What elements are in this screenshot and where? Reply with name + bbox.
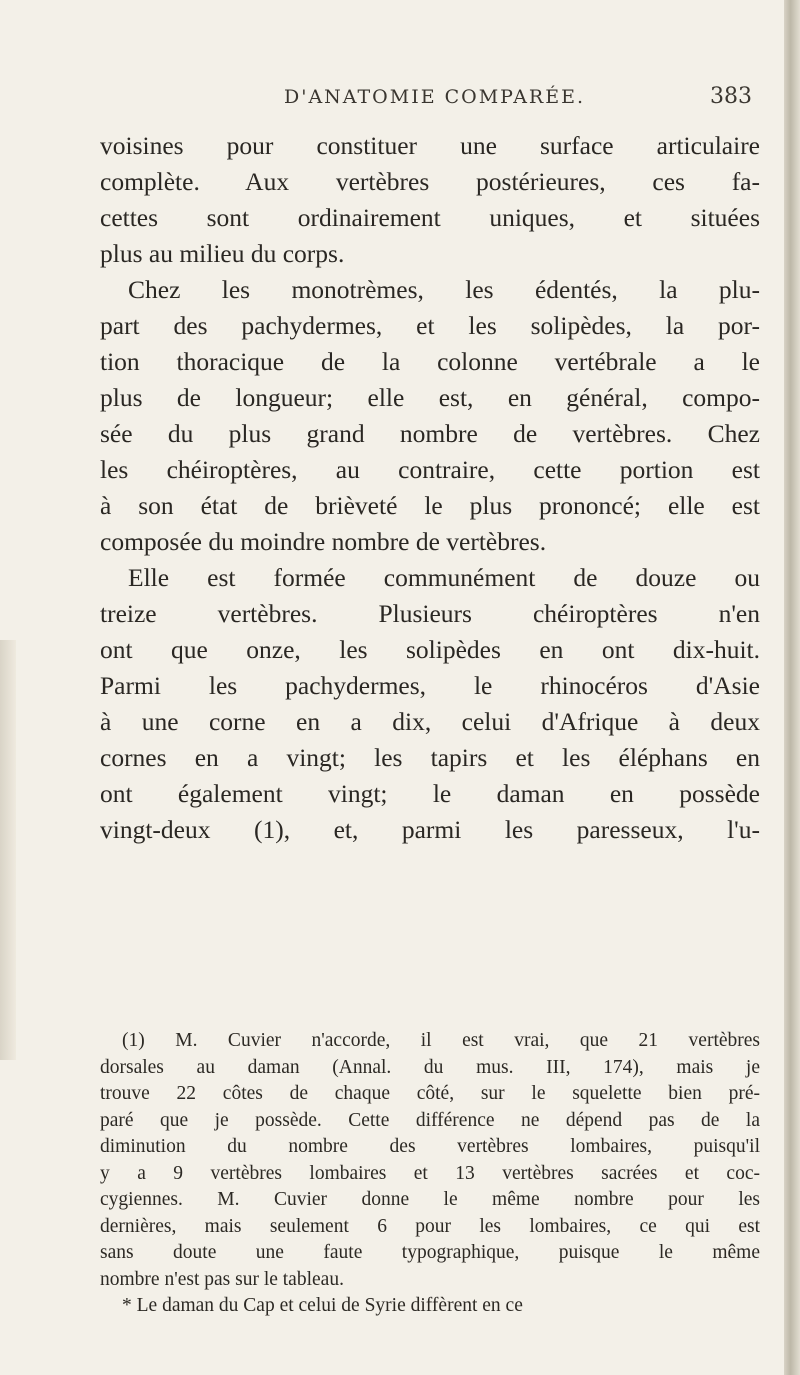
footnote-line: (1) M. Cuvier n'accorde, il est vrai, que 21 vertèbres	[122, 1030, 760, 1051]
text-line: treize vertèbres. Plusieurs chéiroptères n'en	[100, 599, 760, 628]
footnote-line: nombre n'est pas sur le tableau.	[100, 1268, 344, 1290]
footnote-line: dernières, mais seulement 6 pour les lombaires, ce qui est	[100, 1215, 760, 1237]
page-gutter-shadow	[0, 640, 16, 1060]
text-line: plus au milieu du corps.	[100, 239, 345, 268]
running-head: D'ANATOMIE COMPARÉE.	[284, 86, 586, 108]
footnote-line: dorsales au daman (Annal. du mus. III, 174), mais je	[100, 1056, 760, 1078]
footnote-line: trouve 22 côtes de chaque côté, sur le squelette bien pré-	[100, 1083, 760, 1104]
text-line: composée du moindre nombre de vertèbres.	[100, 527, 547, 556]
page-edge	[784, 0, 800, 1375]
text-line: part des pachydermes, et les solipèdes, la por-	[100, 311, 760, 340]
text-line: ont que onze, les solipèdes en ont dix-huit.	[100, 635, 760, 664]
footnote-line: cygiennes. M. Cuvier donne le même nombre pour les	[100, 1189, 760, 1210]
text-line: vingt-deux (1), et, parmi les paresseux, l'u-	[100, 815, 760, 844]
text-line: Parmi les pachydermes, le rhinocéros d'Asie	[100, 671, 760, 700]
page-header	[0, 86, 790, 116]
text-line: voisines pour constituer une surface articulaire	[100, 131, 760, 160]
body-text	[100, 128, 760, 848]
text-line: Chez les monotrèmes, les édentés, la plu-	[128, 275, 760, 304]
text-line: à une corne en a dix, celui d'Afrique à deux	[100, 707, 760, 736]
footnotes	[100, 1028, 760, 1320]
text-line: cornes en a vingt; les tapirs et les éléphans en	[100, 743, 760, 772]
footnote-line: * Le daman du Cap et celui de Syrie diffèrent en ce	[122, 1295, 523, 1316]
text-line: Elle est formée communément de douze ou	[128, 563, 760, 592]
text-line: à son état de brièveté le plus prononcé; elle est	[100, 491, 760, 520]
text-line: ont également vingt; le daman en possède	[100, 779, 760, 808]
text-line: tion thoracique de la colonne vertébrale a le	[100, 347, 760, 376]
footnote-line: paré que je possède. Cette différence ne dépend pas de la	[100, 1109, 760, 1131]
footnote-line: sans doute une faute typographique, puisque le même	[100, 1242, 760, 1263]
text-line: sée du plus grand nombre de vertèbres. Chez	[100, 419, 760, 448]
footnote-line: y a 9 vertèbres lombaires et 13 vertèbres sacrées et coc-	[100, 1162, 760, 1184]
text-line: cettes sont ordinairement uniques, et situées	[100, 203, 760, 232]
text-line: plus de longueur; elle est, en général, compo-	[100, 383, 760, 412]
text-line: les chéiroptères, au contraire, cette portion est	[100, 455, 760, 484]
footnote-line: diminution du nombre des vertèbres lombaires, puisqu'il	[100, 1136, 760, 1157]
page-number: 383	[710, 84, 752, 109]
text-line: complète. Aux vertèbres postérieures, ces fa-	[100, 167, 760, 196]
